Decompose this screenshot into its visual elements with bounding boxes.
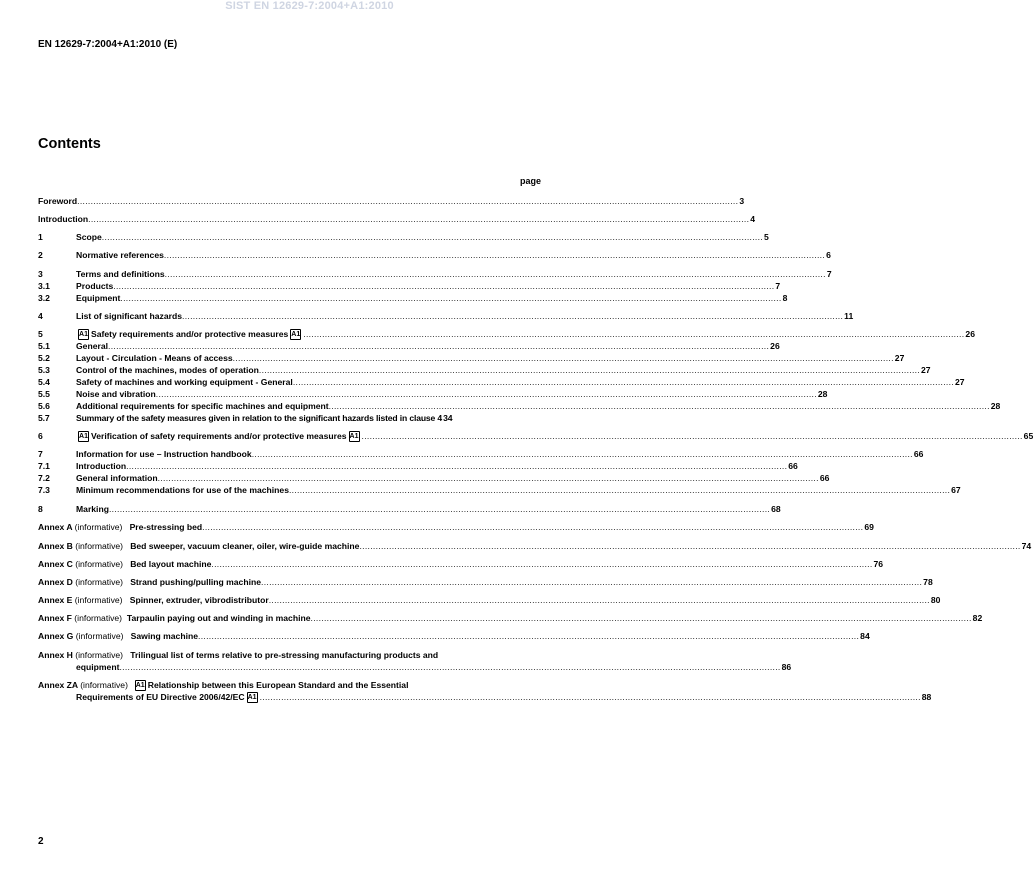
toc-entry-6[interactable]: 6 A1 Verification of safety requirements and/or protective measures A1 ..... 65 xyxy=(38,430,546,442)
toc-entry-5-5[interactable]: 5.5 Noise and vibration ..... 28 xyxy=(38,388,546,400)
toc-entry-annex-d[interactable]: Annex D (informative) Strand pushing/pulling machine ..... 78 xyxy=(38,576,546,588)
toc-entry-5[interactable]: 5 A1 Safety requirements and/or protective measures A1 ..... 26 xyxy=(38,328,546,340)
toc-entry-5-3[interactable]: 5.3 Control of the machines, modes of operation ..... 27 xyxy=(38,364,546,376)
toc-entry-annex-f[interactable]: Annex F (informative) Tarpaulin paying out and winding in machine ..... 82 xyxy=(38,612,546,624)
toc-entry-annex-e[interactable]: Annex E (informative) Spinner, extruder, vibrodistributor ..... 80 xyxy=(38,594,546,606)
amendment-start-marker-icon: A1 xyxy=(135,682,145,690)
amendment-end-marker-icon: A1 xyxy=(349,433,359,441)
toc-entry-3-1[interactable]: 3.1 Products ..... 7 xyxy=(38,280,546,292)
amendment-end-marker-icon: A1 xyxy=(291,331,301,339)
toc-entry-8[interactable]: 8 Marking ..... 68 xyxy=(38,503,546,515)
toc-entry-5-2[interactable]: 5.2 Layout - Circulation - Means of access ..... 27 xyxy=(38,352,546,364)
toc-entry-5-6[interactable]: 5.6 Additional requirements for specific machines and equipment ..... 28 xyxy=(38,400,546,412)
toc-entry-3-2[interactable]: 3.2 Equipment ..... 8 xyxy=(38,292,546,304)
toc-entry-annex-c[interactable]: Annex C (informative) Bed layout machine ..... 76 xyxy=(38,558,546,570)
page-number: 2 xyxy=(38,836,44,847)
toc-entry-7[interactable]: 7 Information for use – Instruction handbook ..... 66 xyxy=(38,448,546,460)
toc-entry-annex-za-cont[interactable]: Requirements of EU Directive 2006/42/EC A1 ..... 88 xyxy=(38,691,546,703)
toc-entry-5-4[interactable]: 5.4 Safety of machines and working equipment - General ..... 27 xyxy=(38,376,546,388)
toc-entry-annex-za[interactable]: Annex ZA (informative) A1 Relationship between this European Standard and the Essential xyxy=(38,680,409,690)
toc-entry-5-1[interactable]: 5.1 General ..... 26 xyxy=(38,340,546,352)
watermark: SIST EN 12629-7:2004+A1:2010 xyxy=(225,0,394,12)
toc-entry-7-3[interactable]: 7.3 Minimum recommendations for use of the machines ..... 67 xyxy=(38,484,546,496)
standard-id: EN 12629-7:2004+A1:2010 (E) xyxy=(38,39,178,50)
amendment-end-marker-icon: A1 xyxy=(247,694,257,702)
amendment-start-marker-icon: A1 xyxy=(79,433,88,441)
toc-entry-1[interactable]: 1 Scope ..... 5 xyxy=(38,231,546,243)
toc-entry-annex-h-cont[interactable]: equipment ..... 86 xyxy=(38,661,546,673)
toc-entry-foreword[interactable]: Foreword ..... 3 xyxy=(38,195,546,207)
toc-entry-annex-h[interactable]: Annex H (informative) Trilingual list of terms relative to pre-stressing manufacturing products and xyxy=(38,650,439,660)
toc-entry-7-1[interactable]: 7.1 Introduction ..... 66 xyxy=(38,460,546,472)
contents-heading: Contents xyxy=(38,136,101,152)
toc-entry-5-7[interactable]: 5.7 Summary of the safety measures given in relation to the significant hazards listed in clause 4 34 xyxy=(38,413,453,423)
amendment-start-marker-icon: A1 xyxy=(79,331,88,339)
toc-entry-annex-a[interactable]: Annex A (informative) Pre-stressing bed ..... 69 xyxy=(38,521,546,533)
toc-entry-7-2[interactable]: 7.2 General information ..... 66 xyxy=(38,472,546,484)
toc-entry-introduction[interactable]: Introduction ..... 4 xyxy=(38,213,546,225)
toc-entry-annex-b[interactable]: Annex B (informative) Bed sweeper, vacuum cleaner, oiler, wire-guide machine ..... 74 xyxy=(38,540,546,552)
toc-entry-4[interactable]: 4 List of significant hazards ..... 11 xyxy=(38,310,546,322)
page-column-header: page xyxy=(520,176,542,186)
toc-entry-3[interactable]: 3 Terms and definitions ..... 7 xyxy=(38,268,546,280)
toc-entry-annex-g[interactable]: Annex G (informative) Sawing machine ..... 84 xyxy=(38,630,546,642)
toc-entry-2[interactable]: 2 Normative references ..... 6 xyxy=(38,249,546,261)
